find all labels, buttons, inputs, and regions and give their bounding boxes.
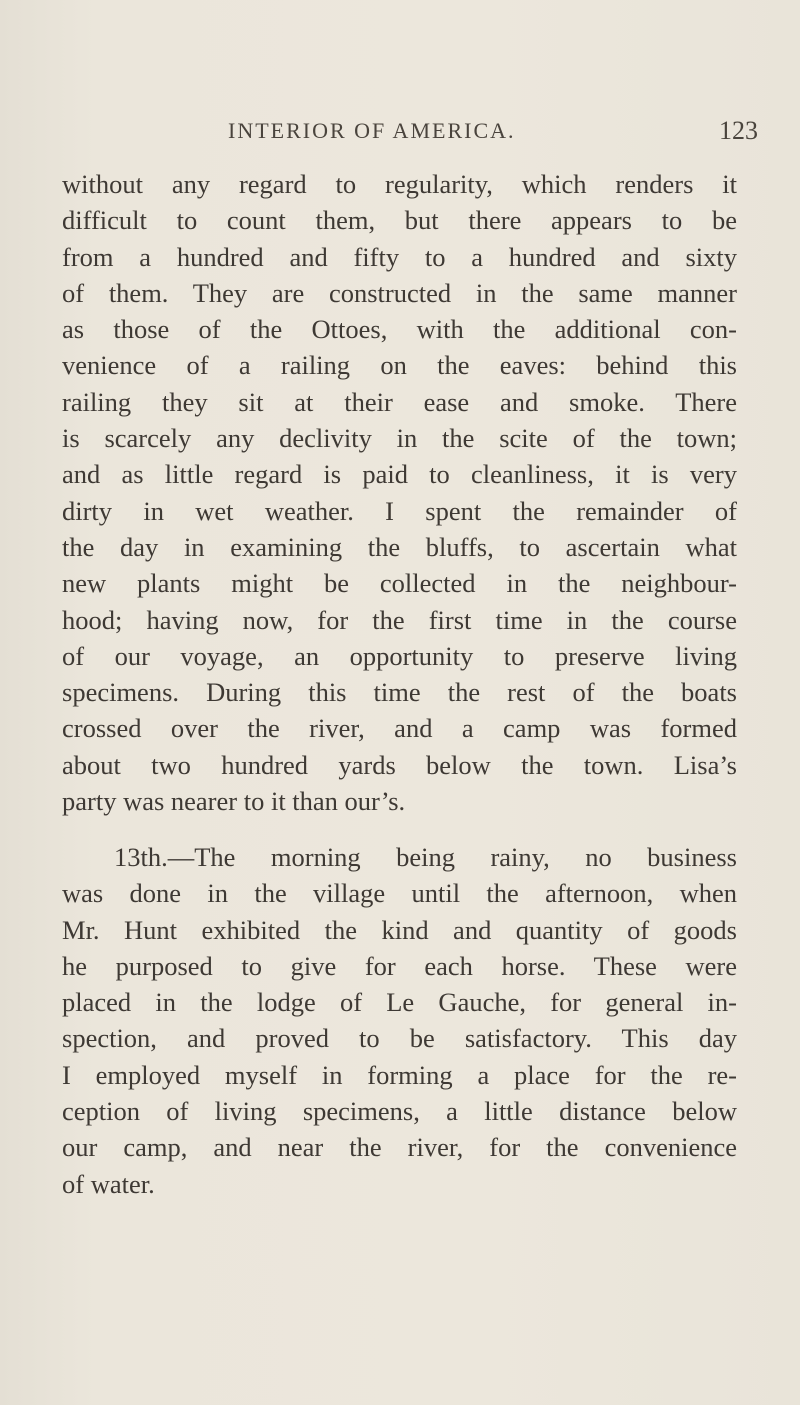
text-line: I employed myself in forming a place for the re- — [62, 1059, 737, 1090]
text-line: Mr. Hunt exhibited the kind and quantity of goods — [62, 914, 737, 945]
text-line: crossed over the river, and a camp was formed — [62, 713, 737, 744]
text-line: placed in the lodge of Le Gauche, for general in- — [62, 987, 737, 1018]
text-line: venience of a railing on the eaves: behind this — [62, 350, 737, 381]
text-line: from a hundred and fifty to a hundred and sixty — [62, 241, 737, 272]
text-line: the day in examining the bluffs, to ascertain what — [62, 531, 737, 562]
running-head — [0, 118, 800, 158]
text-line: of them. They are constructed in the same manner — [62, 277, 737, 308]
text-line: of our voyage, an opportunity to preserve living — [62, 640, 737, 671]
text-line: was done in the village until the afternoon, when — [62, 878, 737, 909]
paragraph-1 — [62, 166, 737, 819]
text-line: difficult to count them, but there appears to be — [62, 205, 737, 236]
text-line: and as little regard is paid to cleanliness, it is very — [62, 459, 737, 490]
text-line: of water. — [62, 1168, 155, 1199]
text-line: railing they sit at their ease and smoke. There — [62, 386, 737, 417]
text-line: without any regard to regularity, which renders it — [62, 169, 737, 199]
text-line: 13th.—The morning being rainy, no business — [114, 842, 737, 872]
text-line: spection, and proved to be satisfactory. This day — [62, 1023, 737, 1054]
paragraph-2 — [62, 839, 737, 1202]
page-number: 123 — [719, 116, 758, 145]
text-line: as those of the Ottoes, with the additional con- — [62, 314, 737, 345]
text-line: our camp, and near the river, for the convenience — [62, 1132, 737, 1163]
text-line: new plants might be collected in the neighbour- — [62, 568, 737, 599]
text-line: specimens. During this time the rest of the boats — [62, 677, 737, 708]
text-line: dirty in wet weather. I spent the remainder of — [62, 495, 737, 526]
text-line: he purposed to give for each horse. These were — [62, 950, 737, 981]
text-line: about two hundred yards below the town. Lisa’s — [62, 749, 737, 780]
text-line: ception of living specimens, a little distance below — [62, 1096, 737, 1127]
text-line: is scarcely any declivity in the scite of the town; — [62, 423, 737, 454]
text-line: party was nearer to it than our’s. — [62, 786, 406, 817]
running-head-title: INTERIOR OF AMERICA. — [228, 118, 516, 143]
text-line: hood; having now, for the first time in the course — [62, 604, 737, 635]
